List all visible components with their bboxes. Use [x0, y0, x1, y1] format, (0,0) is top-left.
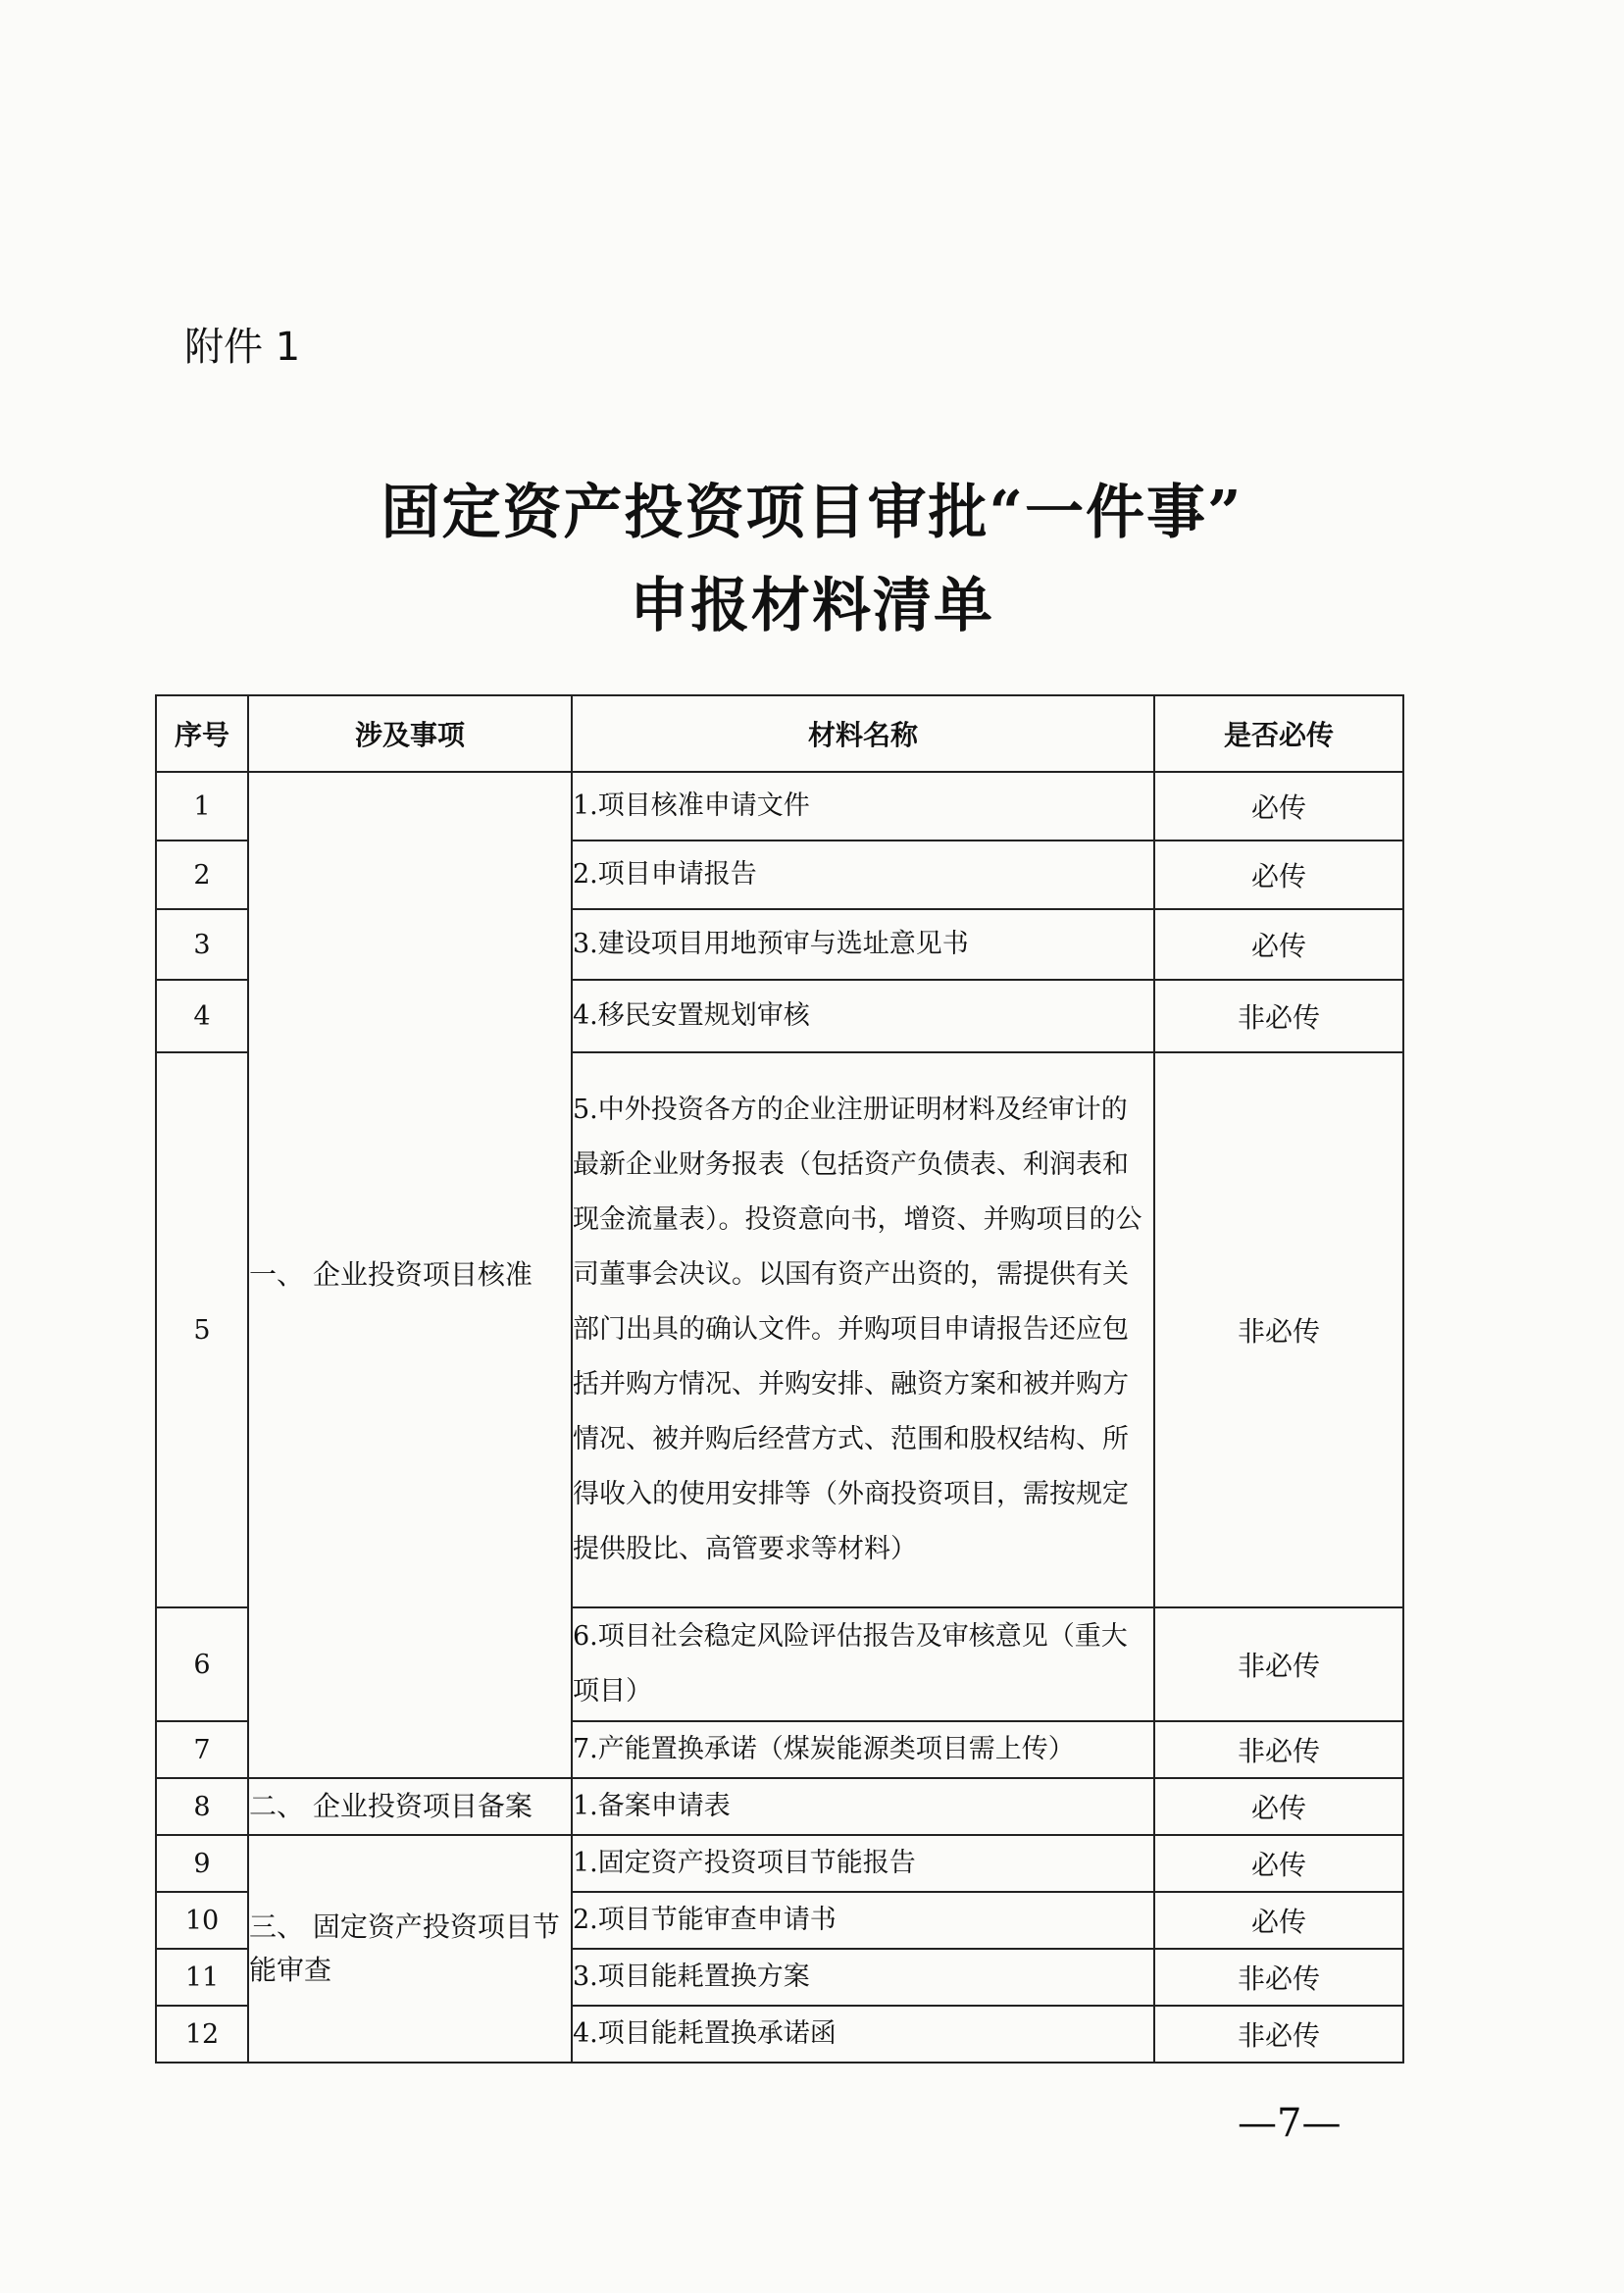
row-required: 必传 [1154, 1835, 1403, 1892]
row-seq: 9 [156, 1835, 248, 1892]
row-material: 1.项目核准申请文件 [572, 772, 1154, 841]
row-required: 必传 [1154, 841, 1403, 909]
row-seq: 7 [156, 1721, 248, 1778]
row-required: 非必传 [1154, 1721, 1403, 1778]
table-row [156, 1835, 1403, 1892]
header-seq: 序号 [156, 695, 248, 772]
row-required: 非必传 [1154, 2006, 1403, 2063]
header-material: 材料名称 [572, 695, 1154, 772]
row-required: 必传 [1154, 1778, 1403, 1835]
row-seq: 1 [156, 772, 248, 841]
header-required: 是否必传 [1154, 695, 1403, 772]
document-subtitle: 申报材料清单 [630, 572, 994, 640]
row-required: 必传 [1154, 772, 1403, 841]
materials-table [155, 694, 1404, 2064]
row-seq: 10 [156, 1892, 248, 1949]
row-required: 非必传 [1154, 1949, 1403, 2006]
header-item: 涉及事项 [248, 695, 572, 772]
table-row [156, 1778, 1403, 1835]
row-material: 1.固定资产投资项目节能报告 [572, 1835, 1154, 1892]
table-header-row [156, 695, 1403, 772]
page-number: —7— [1238, 2101, 1342, 2146]
row-material: 4.移民安置规划审核 [572, 980, 1154, 1052]
row-material: 3.建设项目用地预审与选址意见书 [572, 909, 1154, 980]
row-seq: 12 [156, 2006, 248, 2063]
row-seq: 6 [156, 1607, 248, 1721]
row-required: 非必传 [1154, 1052, 1403, 1607]
group-name: 三、 固定资产投资项目节能审查 [248, 1835, 572, 2063]
attachment-label: 附件 1 [184, 325, 301, 370]
row-material: 6.项目社会稳定风险评估报告及审核意见（重大项目） [572, 1607, 1154, 1721]
row-material: 4.项目能耗置换承诺函 [572, 2006, 1154, 2063]
row-seq: 4 [156, 980, 248, 1052]
row-material: 3.项目能耗置换方案 [572, 1949, 1154, 2006]
row-seq: 8 [156, 1778, 248, 1835]
document-title: 固定资产投资项目审批“一件事” [381, 479, 1243, 547]
table-row [156, 772, 1403, 841]
group-name: 一、 企业投资项目核准 [248, 772, 572, 1778]
row-required: 必传 [1154, 909, 1403, 980]
row-material: 7.产能置换承诺（煤炭能源类项目需上传） [572, 1721, 1154, 1778]
row-seq: 2 [156, 841, 248, 909]
row-seq: 3 [156, 909, 248, 980]
row-required: 非必传 [1154, 980, 1403, 1052]
row-required: 非必传 [1154, 1607, 1403, 1721]
row-material: 1.备案申请表 [572, 1778, 1154, 1835]
group-name: 二、 企业投资项目备案 [248, 1778, 572, 1835]
row-seq: 5 [156, 1052, 248, 1607]
row-required: 必传 [1154, 1892, 1403, 1949]
row-material: 2.项目节能审查申请书 [572, 1892, 1154, 1949]
row-seq: 11 [156, 1949, 248, 2006]
row-material: 2.项目申请报告 [572, 841, 1154, 909]
row-material: 5.中外投资各方的企业注册证明材料及经审计的最新企业财务报表（包括资产负债表、利润表和现金流量表）。投资意向书，增资、并购项目的公司董事会决议。以国有资产出资的，需提供有关部门出具的确认文件。并购项目申请报告还应包括并购方情况、并购安排、融资方案和被并购方情况、被并购后经营方式、范围和股权结构、所得收入的使用安排等（外商投资项目，需按规定提供股比、高管要求等材料） [572, 1052, 1154, 1607]
